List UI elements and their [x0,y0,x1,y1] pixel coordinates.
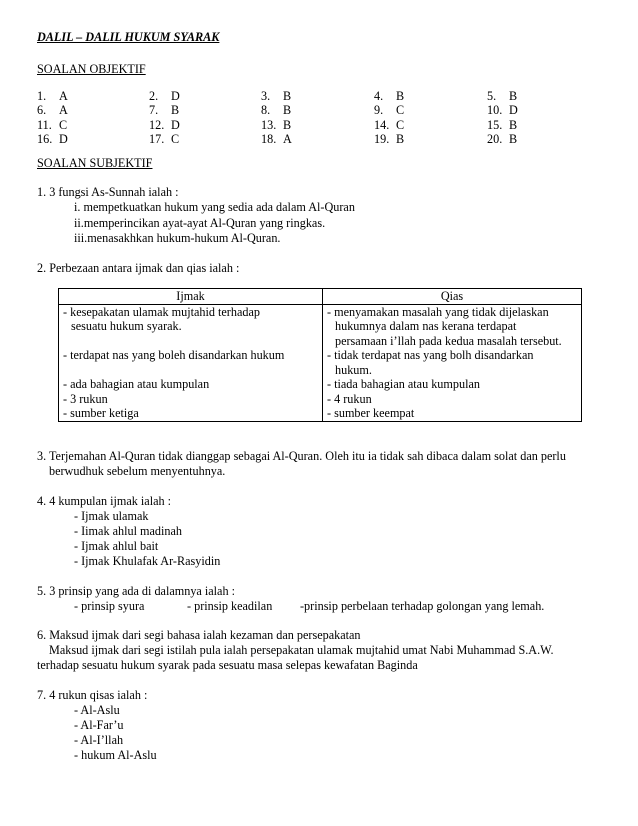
q4-item: - Ijmak Khulafak Ar-Rasyidin [74,554,221,568]
q1-question: 1. 3 fungsi As-Sunnah ialah : [37,185,179,199]
answer-number: 3. [261,89,271,103]
answer-item [374,89,404,103]
answer-number: 2. [149,89,159,103]
answer-item [37,89,68,103]
answer-row [37,89,597,103]
answer-item [149,103,179,117]
answer-number: 9. [374,103,384,118]
answer-letter: D [171,89,180,103]
q4-question: 4. 4 kumpulan ijmak ialah : [37,494,172,508]
answer-letter: B [283,117,292,132]
qias-line: hukumnya dalam nas kerana terdapat [335,319,517,333]
q6-line: terhadap sesuatu hukum syarak pada sesuatu masa selepas kewafatan Baginda [37,658,418,672]
column-header-ijmak: Ijmak [59,289,323,305]
answer-item [487,103,518,117]
q2-question: 2. Perbezaan antara ijmak dan qias ialah : [37,261,240,275]
q1-item: iii.menasakhkan hukum-hukum Al-Quran. [74,231,281,245]
objective-answer-grid [37,89,597,147]
answer-letter: D [171,117,180,132]
answer-letter: B [283,89,292,103]
qias-line: persamaan i’llah pada kedua masalah tersebut. [335,333,562,348]
answer-number: 14. [374,117,390,132]
answer-letter: B [283,103,292,118]
answer-letter: B [509,117,518,132]
answer-number: 7. [149,103,159,118]
answer-number: 8. [261,103,271,118]
answer-letter: C [396,103,405,118]
answer-item [261,132,292,146]
ijmak-line: - ada bahagian atau kumpulan [63,377,210,391]
answer-letter: C [59,117,68,132]
q7-item: - hukum Al-Aslu [74,748,157,762]
qias-line: - menyamakan masalah yang tidak dijelaskan [327,304,549,319]
comparison-table [58,288,582,422]
ijmak-line: - terdapat nas yang boleh disandarkan hukum [63,348,285,362]
answer-item [261,89,291,103]
q4-item: - Ijmak ahlul bait [74,539,159,553]
column-header-qias: Qias [323,289,582,305]
answer-number: 6. [37,103,47,118]
q7-item: - Al-I’llah [74,733,124,747]
answer-item [374,132,404,146]
ijmak-line: - sumber ketiga [63,406,139,420]
answer-item [149,132,179,146]
subjective-heading: SOALAN SUBJEKTIF [37,156,153,170]
answer-number: 16. [37,132,53,147]
objective-heading: SOALAN OBJEKTIF [37,62,146,76]
answer-number: 5. [487,89,497,103]
answer-item [37,118,67,132]
answer-item [149,89,180,103]
answer-item [37,103,68,117]
answer-number: 4. [374,89,384,103]
answer-letter: B [509,132,518,147]
answer-item [374,118,404,132]
answer-number: 20. [487,132,503,147]
answer-letter: A [59,89,68,103]
q1-item: ii.memperincikan ayat-ayat Al-Quran yang ringkas. [74,216,326,230]
q4-item: - Iimak ahlul madinah [74,524,182,538]
q5-item: - prinsip syura [74,599,145,613]
page-title: DALIL – DALIL HUKUM SYARAK [37,30,220,44]
answer-item [149,118,180,132]
answer-number: 10. [487,103,503,118]
answer-item [374,103,404,117]
ijmak-line: - 3 rukun [63,391,108,406]
answer-letter: A [283,132,292,147]
answer-number: 11. [37,117,52,132]
ijmak-line [63,363,318,378]
qias-line: - sumber keempat [327,406,415,420]
q5-item: - prinsip keadilan [187,599,273,613]
answer-item [487,89,517,103]
answer-letter: D [509,103,518,118]
answer-number: 13. [261,117,277,132]
q7-question: 7. 4 rukun qisas ialah : [37,688,148,702]
answer-number: 12. [149,117,165,132]
ijmak-line: - kesepakatan ulamak mujtahid terhadap [63,304,260,319]
answer-number: 18. [261,132,277,147]
answer-letter: C [171,132,180,147]
q6-line: 6. Maksud ijmak dari segi bahasa ialah kezaman dan persepakatan [37,628,361,642]
answer-letter: B [509,89,518,103]
answer-letter: B [396,132,405,147]
answer-row [37,103,597,117]
qias-line: - tidak terdapat nas yang bolh disandarkan [327,348,534,362]
q7-item: - Al-Aslu [74,703,120,717]
q4-item: - Ijmak ulamak [74,509,149,523]
ijmak-cell [59,304,323,421]
answer-number: 15. [487,117,503,132]
ijmak-line: sesuatu hukum syarak. [71,319,182,333]
answer-letter: C [396,117,405,132]
q6-line: Maksud ijmak dari segi istilah pula ialah persepakatan ulamak mujtahid umat Nabi Muhammad S.A.W. [49,643,554,657]
q7-item: - Al-Far’u [74,718,124,732]
answer-item [261,103,291,117]
qias-line: hukum. [335,362,372,377]
qias-line: - tiada bahagian atau kumpulan [327,377,480,391]
table-header-row [59,289,582,305]
table-row [59,304,582,421]
q3-line: berwudhuk sebelum menyentuhnya. [49,464,226,478]
qias-cell [323,304,582,421]
answer-letter: A [59,103,68,118]
answer-row [37,132,597,146]
answer-letter: B [396,89,405,103]
answer-letter: B [171,103,180,118]
q1-item: i. mempetkuatkan hukum yang sedia ada dalam Al-Quran [74,200,355,214]
answer-number: 17. [149,132,165,147]
q5-item: -prinsip perbelaan terhadap golongan yang lemah. [300,599,545,613]
answer-number: 1. [37,89,47,103]
q5-question: 5. 3 prinsip yang ada di dalamnya ialah : [37,584,235,598]
ijmak-line [63,334,318,349]
answer-item [487,132,517,146]
qias-line: - 4 rukun [327,391,372,406]
answer-item [487,118,517,132]
answer-item [37,132,68,146]
answer-item [261,118,291,132]
q3-line: 3. Terjemahan Al-Quran tidak dianggap sebagai Al-Quran. Oleh itu ia tidak sah dibaca dalam solat dan perlu [37,449,566,463]
answer-row [37,118,597,132]
answer-letter: D [59,132,68,147]
answer-number: 19. [374,132,390,147]
